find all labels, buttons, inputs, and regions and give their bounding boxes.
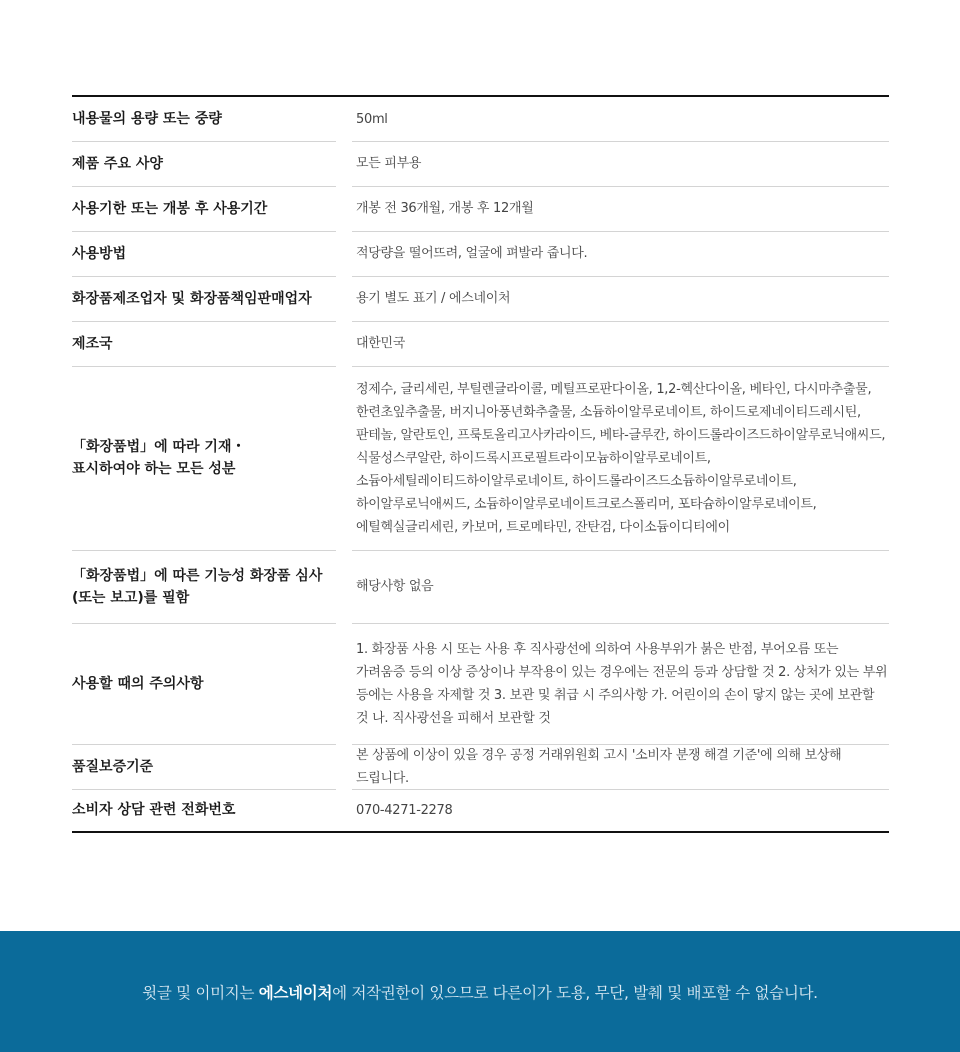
copyright-brand: 에스네이처 xyxy=(258,983,333,1002)
spec-row-volume xyxy=(72,97,889,141)
spec-label: 「화장품법」에 따라 기재・ 표시하여야 하는 모든 성분 xyxy=(72,439,246,477)
spec-value: 정제수, 글리세린, 부틸렌글라이콜, 메틸프로판다이올, 1,2-헥산다이올, 베타인, 다시마추출물, 한련초잎추출물, 버지니아풍년화추출물, 소듐하이알루로네이트, 하이드로제네이티드레시틴, 판테놀, 알란토인, 프룩토올리고사카라이드, 베타-글루칸, 하이드롤라이즈드하이알루로닉애씨드, 식물성스쿠알란, 하이드록시프로필트라이모늄하이알루로네이트, 소듐아세틸레이티드하이알루로네이트, 하이드롤라이즈드소듐하이알루로네이트, 하이알루로닉애씨드, 소듐하이알루로네이트크로스폴리머, 포타슘하이알루로네이트, 에틸헥실글리세린, 카보머, 트로메타민, 잔탄검, 다이소듐이디티에이 xyxy=(356,381,886,535)
spec-label: 제조국 xyxy=(72,335,113,352)
spec-row-functional-review xyxy=(72,550,889,623)
spec-label: 소비자 상담 관련 전화번호 xyxy=(72,802,236,818)
spec-label: 사용방법 xyxy=(72,245,127,262)
spec-label: 사용기한 또는 개봉 후 사용기간 xyxy=(72,200,268,217)
spec-value: 용기 별도 표기 / 에스네이처 xyxy=(356,291,511,306)
product-spec-table xyxy=(72,95,889,833)
spec-row-expiry xyxy=(72,186,889,231)
spec-label: 「화장품법」에 따른 기능성 화장품 심사 (또는 보고)를 필함 xyxy=(72,567,323,606)
spec-row-country xyxy=(72,321,889,366)
copyright-suffix: 에 저작권한이 있으므로 다른이가 도용, 무단, 발췌 및 배포할 수 없습니다. xyxy=(332,983,818,1002)
spec-row-quality xyxy=(72,744,889,789)
spec-label: 사용할 때의 주의사항 xyxy=(72,675,204,692)
spec-label: 내용물의 용량 또는 중량 xyxy=(72,111,222,127)
copyright-footer xyxy=(0,931,960,1052)
spec-value: 개봉 전 36개월, 개봉 후 12개월 xyxy=(356,201,534,216)
spec-value: 070-4271-2278 xyxy=(356,802,453,818)
spec-row-main-spec xyxy=(72,141,889,186)
spec-row-phone xyxy=(72,789,889,831)
spec-value: 해당사항 없음 xyxy=(356,579,434,594)
spec-value: 본 상품에 이상이 있을 경우 공정 거래위원회 고시 '소비자 분쟁 해결 기준'에 의해 보상해 드립니다. xyxy=(356,747,842,786)
spec-row-precautions xyxy=(72,623,889,744)
copyright-prefix: 윗글 및 이미지는 xyxy=(142,983,259,1002)
spec-value: 모든 피부용 xyxy=(356,156,422,171)
spec-row-ingredients xyxy=(72,366,889,550)
spec-value: 대한민국 xyxy=(356,336,406,351)
spec-label: 화장품제조업자 및 화장품책임판매업자 xyxy=(72,290,312,307)
spec-value: 1. 화장품 사용 시 또는 사용 후 직사광선에 의하여 사용부위가 붉은 반점, 부어오름 또는 가려움증 등의 이상 증상이나 부작용이 있는 경우에는 전문의 등과 상담할 것 2. 상처가 있는 부위 등에는 사용을 자제할 것 3. 보관 및 취급 시 주의사항 가. 어린이의 손이 닿지 않는 곳에 보관할 것 나. 직사광선을 피해서 보관할 것 xyxy=(356,641,888,726)
spec-label: 품질보증기준 xyxy=(72,758,154,775)
spec-label: 제품 주요 사양 xyxy=(72,155,163,172)
spec-row-usage xyxy=(72,231,889,276)
spec-value: 50ml xyxy=(356,111,388,127)
spec-value: 적당량을 떨어뜨려, 얼굴에 펴발라 줍니다. xyxy=(356,246,588,261)
copyright-notice xyxy=(142,981,818,1003)
spec-row-manufacturer xyxy=(72,276,889,321)
